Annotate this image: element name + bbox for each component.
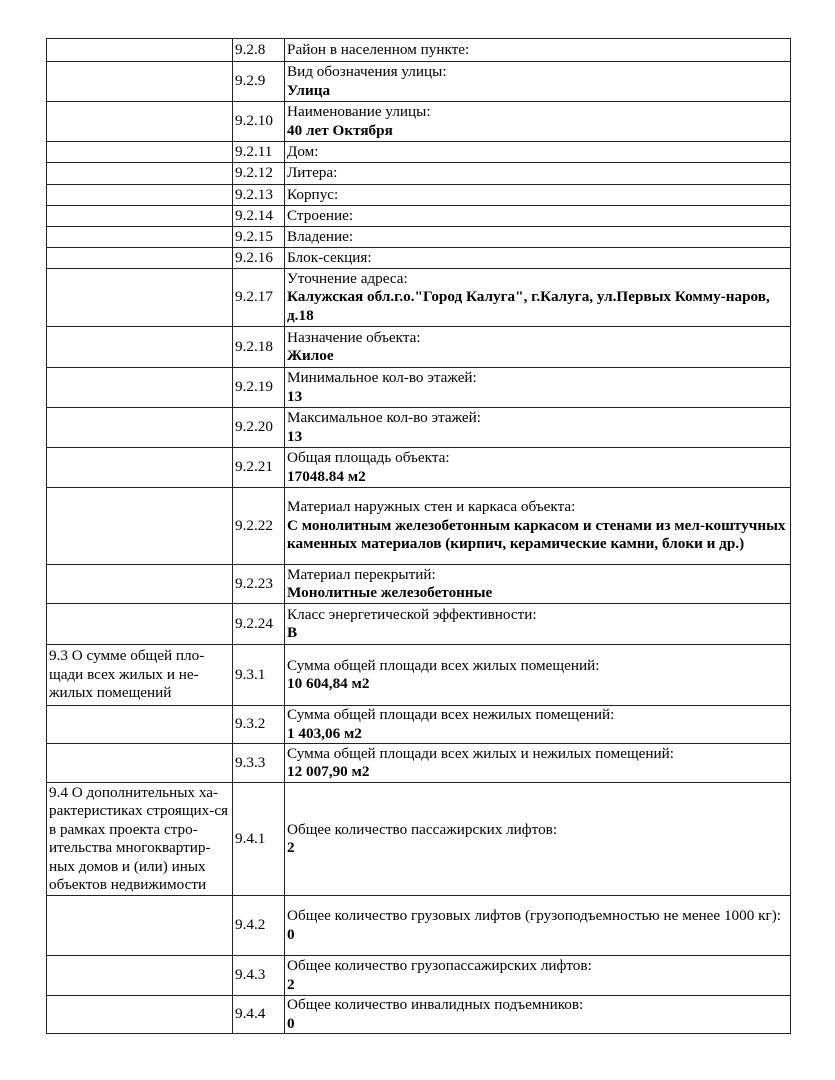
section-cell	[47, 185, 233, 206]
item-content	[285, 996, 791, 1034]
item-value: 1 403,06 м2	[287, 724, 362, 742]
item-content	[285, 185, 791, 206]
table-row	[47, 248, 791, 269]
item-label: Блок-секция:	[287, 248, 372, 266]
item-number: 9.2.19	[233, 368, 285, 408]
item-number: 9.4.1	[233, 783, 285, 896]
section-cell	[47, 604, 233, 645]
item-value: 40 лет Октября	[287, 121, 393, 139]
item-content	[285, 706, 791, 744]
section-cell	[47, 996, 233, 1034]
item-label: Сумма общей площади всех жилых и нежилых помещений:	[287, 744, 675, 762]
section-cell	[47, 102, 233, 142]
table-row	[47, 565, 791, 604]
item-content	[285, 448, 791, 488]
item-content	[285, 206, 791, 227]
item-label: Район в населенном пункте:	[287, 40, 470, 58]
item-content	[285, 327, 791, 368]
table-row	[47, 448, 791, 488]
section-cell	[47, 62, 233, 102]
item-number: 9.2.10	[233, 102, 285, 142]
item-number: 9.2.13	[233, 185, 285, 206]
item-number: 9.4.4	[233, 996, 285, 1034]
item-value: 10 604,84 м2	[287, 675, 370, 692]
document-page	[46, 38, 790, 1034]
item-label: Корпус:	[287, 185, 339, 203]
section-cell	[47, 39, 233, 62]
item-value: 13	[287, 387, 303, 405]
item-value: Калужская обл.г.о."Город Калуга", г.Калуга, ул.Первых Комму-наров, д.18	[287, 288, 770, 324]
section-cell	[47, 206, 233, 227]
item-number: 9.2.12	[233, 163, 285, 185]
section-cell	[47, 248, 233, 269]
section-cell	[47, 269, 233, 327]
item-content	[285, 248, 791, 269]
table-row	[47, 706, 791, 744]
table-row	[47, 62, 791, 102]
section-cell	[47, 565, 233, 604]
item-number: 9.2.16	[233, 248, 285, 269]
object-characteristics-table	[46, 38, 791, 1034]
item-number: 9.3.2	[233, 706, 285, 744]
item-label: Общая площадь объекта:	[287, 449, 450, 466]
item-label: Материал наружных стен и каркаса объекта:	[287, 498, 576, 516]
item-number: 9.2.24	[233, 604, 285, 645]
item-label: Строение:	[287, 206, 354, 224]
section-heading-9-3: 9.3 О сумме общей пло-щади всех жилых и не-жилых помещений	[47, 645, 233, 706]
item-content	[285, 227, 791, 248]
item-value: В	[287, 624, 298, 641]
item-label: Уточнение адреса:	[287, 269, 408, 287]
item-number: 9.2.23	[233, 565, 285, 604]
item-number: 9.2.18	[233, 327, 285, 368]
item-content	[285, 368, 791, 408]
item-number: 9.2.22	[233, 488, 285, 565]
item-label: Общее количество пассажирских лифтов:	[287, 820, 558, 838]
item-label: Максимальное кол-во этажей:	[287, 409, 482, 426]
item-content	[285, 896, 791, 956]
table-row	[47, 269, 791, 327]
section-cell	[47, 327, 233, 368]
section-cell	[47, 227, 233, 248]
table-row	[47, 783, 791, 896]
item-value: 0	[287, 925, 295, 943]
item-number: 9.4.3	[233, 956, 285, 996]
item-label: Общее количество грузовых лифтов (грузоподъемностью не менее 1000 кг):	[287, 907, 782, 924]
item-content	[285, 163, 791, 185]
table-row	[47, 604, 791, 645]
item-value: 17048.84 м2	[287, 467, 366, 485]
item-number: 9.4.2	[233, 896, 285, 956]
item-label: Сумма общей площади всех жилых помещений:	[287, 656, 600, 674]
item-label: Минимальное кол-во этажей:	[287, 369, 477, 386]
item-content	[285, 269, 791, 327]
item-number: 9.2.11	[233, 142, 285, 163]
table-row	[47, 368, 791, 408]
item-content	[285, 62, 791, 102]
section-cell	[47, 163, 233, 185]
table-row	[47, 163, 791, 185]
section-heading-9-4: 9.4 О дополнительных ха-рактеристиках строящих-ся в рамках проекта стро-ительства многоквартир-ных домов и (или) иных объектов недвижимости	[47, 783, 233, 896]
item-content	[285, 783, 791, 896]
table-row	[47, 185, 791, 206]
section-cell	[47, 956, 233, 996]
item-content	[285, 565, 791, 604]
section-cell	[47, 142, 233, 163]
item-label: Общее количество инвалидных подъемников:	[287, 996, 584, 1013]
item-content	[285, 408, 791, 448]
section-cell	[47, 448, 233, 488]
item-value: 0	[287, 1014, 295, 1032]
item-label: Наименование улицы:	[287, 103, 431, 120]
item-value: Улица	[287, 81, 331, 99]
table-row	[47, 488, 791, 565]
item-label: Дом:	[287, 142, 319, 160]
item-number: 9.2.14	[233, 206, 285, 227]
item-content	[285, 956, 791, 996]
item-content	[285, 488, 791, 565]
item-content	[285, 744, 791, 783]
item-number: 9.2.17	[233, 269, 285, 327]
item-value: 2	[287, 975, 295, 993]
item-number: 9.2.15	[233, 227, 285, 248]
item-number: 9.3.1	[233, 645, 285, 706]
table-row	[47, 142, 791, 163]
table-row	[47, 996, 791, 1034]
item-value: 2	[287, 839, 295, 856]
table-row	[47, 956, 791, 996]
item-value: 13	[287, 427, 303, 445]
item-number: 9.3.3	[233, 744, 285, 783]
item-label: Вид обозначения улицы:	[287, 63, 447, 80]
section-cell	[47, 896, 233, 956]
item-value: С монолитным железобетонным каркасом и стенами из мел-коштучных каменных материалов (кирпич, керамические камни, блоки и др.)	[287, 516, 786, 553]
item-label: Общее количество грузопассажирских лифтов:	[287, 957, 592, 974]
item-label: Назначение объекта:	[287, 328, 421, 346]
item-content	[285, 645, 791, 706]
item-number: 9.2.9	[233, 62, 285, 102]
section-cell	[47, 706, 233, 744]
section-cell	[47, 408, 233, 448]
item-content	[285, 102, 791, 142]
item-value: Монолитные железобетонные	[287, 584, 493, 601]
section-cell	[47, 744, 233, 783]
table-row	[47, 102, 791, 142]
table-row	[47, 645, 791, 706]
item-value: Жилое	[287, 347, 334, 364]
item-number: 9.2.8	[233, 39, 285, 62]
table-row	[47, 227, 791, 248]
item-content	[285, 142, 791, 163]
item-value: 12 007,90 м2	[287, 763, 370, 780]
table-row	[47, 896, 791, 956]
section-cell	[47, 368, 233, 408]
item-number: 9.2.20	[233, 408, 285, 448]
section-cell	[47, 488, 233, 565]
table-row	[47, 327, 791, 368]
item-label: Класс энергетической эффективности:	[287, 605, 537, 623]
item-content	[285, 39, 791, 62]
table-row	[47, 408, 791, 448]
item-label: Владение:	[287, 227, 354, 245]
table-row	[47, 744, 791, 783]
item-label: Материал перекрытий:	[287, 565, 436, 583]
item-label: Литера:	[287, 164, 338, 182]
table-row	[47, 206, 791, 227]
item-content	[285, 604, 791, 645]
item-number: 9.2.21	[233, 448, 285, 488]
item-label: Сумма общей площади всех нежилых помещений:	[287, 706, 615, 723]
table-row	[47, 39, 791, 62]
